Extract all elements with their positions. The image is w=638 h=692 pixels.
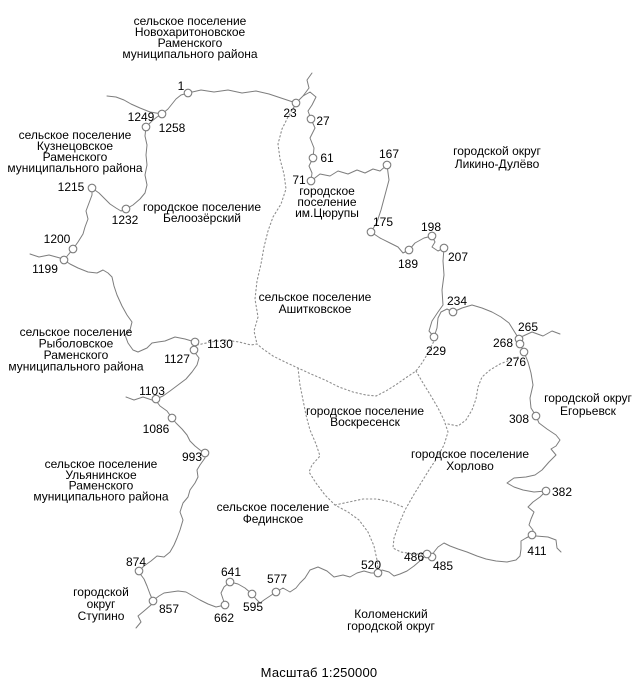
boundary-point-circle [423,550,431,558]
boundary-point-circle [221,601,229,609]
boundary-point-circle [184,89,192,97]
region-label-kuznetsovskoye: сельское поселение [18,128,132,142]
boundary-point-circle [430,333,438,341]
boundary-point-number: 1249 [127,110,155,124]
boundary-point-circle [168,414,176,422]
boundary-point-circle [248,590,256,598]
boundary-point-circle [272,588,280,596]
boundary-point-circle [201,449,209,457]
boundary-point-circle [532,412,540,420]
boundary-point-number: 1127 [164,352,190,366]
region-label-novokharitonovskoye: сельское поселение [133,14,247,28]
district-boundary-path [136,605,151,628]
boundary-point-number: 577 [266,572,288,586]
boundary-point-circle [88,184,96,192]
region-label-beloozyorskiy: Белоозёрский [162,211,242,225]
boundary-point-number: 167 [378,147,400,161]
boundary-point-number: 520 [360,558,382,572]
boundary-point-number: 308 [508,412,530,426]
boundary-point-number: 1086 [142,422,170,436]
boundary-point-circle [69,245,77,253]
internal-boundary-dotted-path [298,368,378,570]
boundary-point-circle [309,154,317,162]
region-label-fedinskoye: Фединское [242,512,304,526]
boundary-point-number: 27 [316,114,330,128]
region-label-ashitkovskoye: Ашитковское [278,302,352,316]
boundary-point-number: 857 [158,602,180,616]
boundary-point-number: 265 [517,320,539,334]
region-label-voskresensk: городское поселение [305,404,425,418]
region-label-likino-dulyovo: Ликино-Дулёво [454,157,540,171]
region-label-novokharitonovskoye: Раменского [157,36,223,50]
region-label-yegoryevsk: городской округ [544,391,632,405]
region-label-ulyaninskoye: Раменского [68,478,134,493]
boundary-point-circle [142,123,150,131]
boundary-point-circle [383,161,391,169]
boundary-point-number: 175 [372,215,394,229]
boundary-point-circle [158,110,166,118]
region-label-stupino: округ [86,597,116,611]
internal-boundary-dotted-path [393,371,448,554]
boundary-point-number: 276 [505,355,527,369]
boundary-point-circle [122,205,130,213]
region-label-kuznetsovskoye: Раменского [42,150,108,164]
boundary-point-number: 641 [220,565,242,579]
boundary-point-number: 485 [432,559,454,573]
boundary-point-number: 189 [397,257,419,271]
boundary-point-number: 1130 [207,337,233,351]
region-label-novokharitonovskoye: Новохаритоновское [134,25,246,39]
boundary-point-circle [516,340,524,348]
boundary-point-circle [149,597,157,605]
boundary-point-number: 486 [403,550,425,564]
region-label-kuznetsovskoye: Кузнецовское [36,139,114,153]
boundary-point-number: 268 [492,336,514,350]
region-label-stupino: городской [73,585,129,599]
region-label-rybolovskoye: сельское поселение [19,325,133,339]
boundary-point-circle [307,115,315,123]
boundary-point-number: 23 [283,106,297,120]
map-scale-caption: Масштаб 1:250000 [260,665,378,680]
boundary-point-circle [367,228,375,236]
boundary-point-circle [60,256,68,264]
boundary-point-circle [405,246,413,254]
region-label-ashitkovskoye: сельское поселение [258,290,372,304]
region-label-novokharitonovskoye: муниципального района [122,47,258,61]
district-boundary-path [30,254,60,258]
region-label-rybolovskoye: Рыболовское [38,336,114,351]
region-label-kolomensky: Коломенский [354,607,428,621]
region-label-stupino: Ступино [77,609,125,623]
region-label-khorlovo: Хорлово [446,459,494,473]
boundary-point-number: 1103 [139,384,165,398]
internal-boundary-dotted-path [335,499,403,507]
boundary-point-circle [528,531,536,539]
region-label-yegoryevsk: Егорьевск [560,404,616,418]
boundary-point-number: 234 [446,294,468,308]
region-label-tsyurupy: поселение [297,195,357,209]
boundary-point-number: 993 [181,450,203,464]
boundary-point-number: 382 [551,485,573,499]
boundary-point-circle [190,346,198,354]
region-label-fedinskoye: сельское поселение [216,500,330,514]
region-label-tsyurupy: городское [299,184,355,198]
boundary-point-number: 1258 [158,121,186,135]
boundary-point-number: 662 [213,611,235,625]
boundary-point-number: 874 [125,555,147,569]
boundary-point-number: 411 [527,544,547,558]
boundary-point-circle [191,338,199,346]
boundary-point-number: 1199 [32,262,58,276]
region-label-khorlovo: городское поселение [410,447,530,461]
boundary-point-number: 207 [447,250,469,264]
boundary-point-number: 595 [242,600,264,614]
boundary-point-number: 198 [420,220,442,234]
region-label-voskresensk: Воскресенск [330,415,400,429]
boundary-point-circle [449,308,457,316]
region-label-kuznetsovskoye: муниципального района [7,161,143,175]
region-label-likino-dulyovo: городской округ [453,144,541,158]
boundary-point-number: 1200 [43,232,71,246]
boundary-point-number: 1215 [57,180,85,194]
region-label-beloozyorskiy: городское поселение [142,200,262,214]
region-label-ulyaninskoye: муниципального района [33,489,169,504]
boundary-point-number: 61 [320,151,334,165]
region-label-ulyaninskoye: Ульянинское [65,467,137,482]
boundary-point-number: 1232 [111,213,139,227]
boundary-point-number: 229 [425,344,447,358]
region-label-ulyaninskoye: сельское поселение [44,457,158,471]
boundary-point-circle [440,244,448,252]
region-label-rybolovskoye: Раменского [43,348,109,362]
region-label-rybolovskoye: муниципального района [8,359,144,374]
boundary-point-circle [542,487,550,495]
boundary-point-number: 1 [177,79,185,93]
region-label-kolomensky: городской округ [347,619,435,633]
region-label-tsyurupy: им.Цюрупы [295,206,359,220]
boundary-point-circle [226,578,234,586]
boundary-point-number: 71 [292,173,306,187]
